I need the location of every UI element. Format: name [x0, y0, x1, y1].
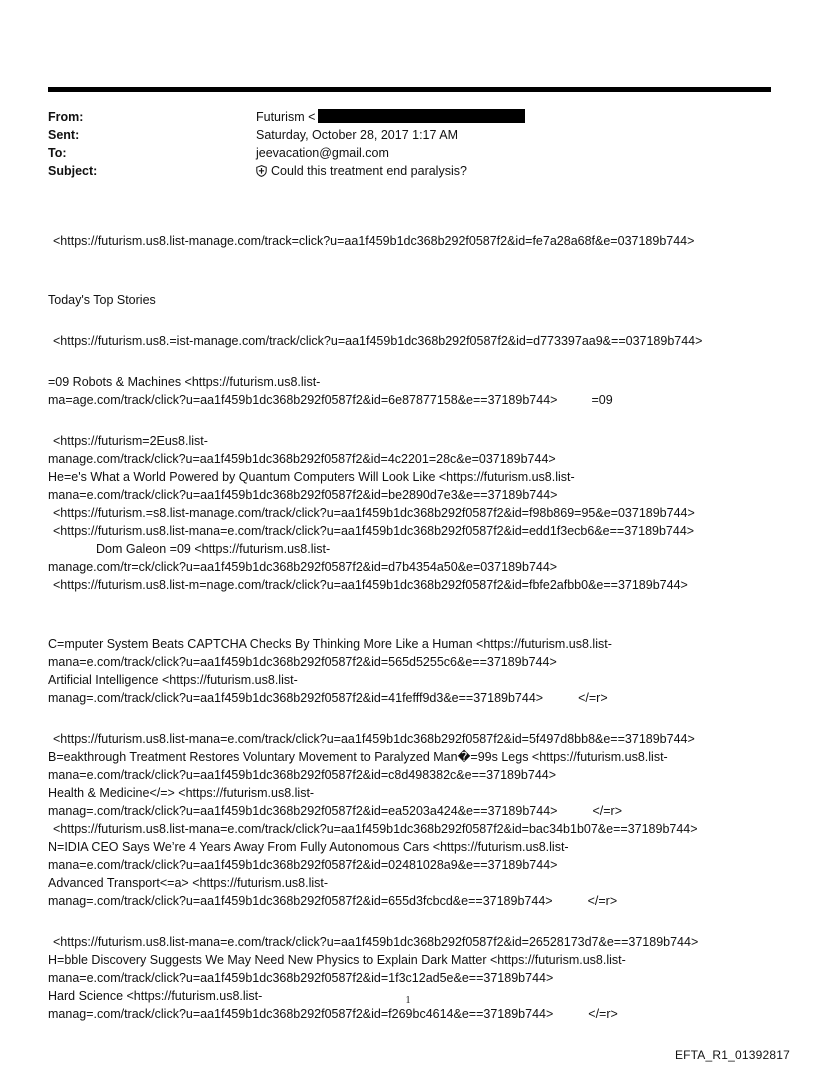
link-line[interactable]: mana=e.com/track/click?u=aa1f459b1dc368b292f0587f2&id=1f3c12ad5e&e==37189b744> — [48, 971, 554, 985]
sent-label: Sent: — [48, 128, 80, 142]
link-line[interactable] — [48, 391, 788, 409]
subject-label: Subject: — [48, 164, 98, 178]
link-text[interactable]: manag=.com/track/click?u=aa1f459b1dc368b292f0587f2&id=ea5203a424&e==37189b744> — [48, 804, 558, 818]
category-line[interactable]: Artificial Intelligence <https://futurism.us8.list- — [48, 673, 298, 687]
story-headline[interactable]: C=mputer System Beats CAPTCHA Checks By Thinking More Like a Human <https://futurism.us8.list- — [48, 637, 612, 651]
to-value: jeevacation@gmail.com — [256, 146, 389, 160]
email-header — [48, 108, 768, 180]
to-label: To: — [48, 146, 67, 160]
category-line[interactable]: Advanced Transport<=a> <https://futurism.us8.list- — [48, 876, 329, 890]
section-title: Today's Top Stories — [48, 293, 156, 307]
line-tail: </=r> — [588, 1007, 618, 1021]
link-line[interactable]: mana=e.com/track/click?u=aa1f459b1dc368b292f0587f2&id=565d5255c6&e==37189b744> — [48, 655, 557, 669]
subject-row — [48, 162, 768, 180]
link-line[interactable]: mana=e.com/track/click?u=aa1f459b1dc368b292f0587f2&id=02481028a9&e==37189b744> — [48, 858, 558, 872]
link-line[interactable]: <https://futurism.us8.list-manage.com/track=click?u=aa1f459b1dc368b292f0587f2&id=fe7a28a68f&e=037189b744> — [53, 234, 695, 248]
story-headline[interactable]: N=IDIA CEO Says We’re 4 Years Away From Fully Autonomous Cars <https://futurism.us8.list- — [48, 840, 569, 854]
from-label: From: — [48, 110, 84, 124]
line-tail: </=r> — [578, 691, 608, 705]
line-tail: </=r> — [592, 804, 622, 818]
line-tail: </=r> — [587, 894, 618, 908]
link-line[interactable]: manage.com/track/click?u=aa1f459b1dc368b292f0587f2&id=4c2201=28c&e=037189b744> — [48, 452, 556, 466]
from-sender: Futurism < — [256, 110, 316, 124]
link-text[interactable]: manag=.com/track/click?u=aa1f459b1dc368b292f0587f2&id=41fefff9d3&e==37189b744> — [48, 691, 544, 705]
category-line[interactable]: Health & Medicine</=> <https://futurism.us8.list- — [48, 786, 315, 800]
shield-icon — [256, 165, 267, 177]
subject-text: Could this treatment end paralysis? — [271, 164, 467, 178]
header-divider — [48, 87, 771, 92]
link-line[interactable]: <https://futurism.us8.list-mana=e.com/track/click?u=aa1f459b1dc368b292f0587f2&id=5f497d8bb8&e==37189b744> — [53, 732, 695, 746]
sent-value: Saturday, October 28, 2017 1:17 AM — [256, 128, 458, 142]
link-line[interactable] — [48, 802, 788, 820]
story-headline[interactable]: He=e's What a World Powered by Quantum Computers Will Look Like <https://futurism.us8.list- — [48, 470, 575, 484]
link-line[interactable] — [48, 892, 788, 910]
category-line[interactable]: Hard Science <https://futurism.us8.list- — [48, 989, 263, 1003]
page-number: 1 — [405, 995, 411, 1006]
link-line[interactable]: mana=e.com/track/click?u=aa1f459b1dc368b292f0587f2&id=c8d498382c&e==37189b744> — [48, 768, 557, 782]
story-headline[interactable]: B=eakthrough Treatment Restores Voluntary Movement to Paralyzed Man�=99s Legs <https://futurism.us8.list- — [48, 750, 668, 764]
subject-value — [256, 162, 768, 180]
link-line[interactable]: <https://futurism.us8.list-mana=e.com/track/click?u=aa1f459b1dc368b292f0587f2&id=edd1f3ecb6&e==37189b744> — [53, 524, 695, 538]
email-body — [48, 232, 788, 1023]
link-line[interactable] — [48, 1005, 788, 1023]
link-line[interactable]: manage.com/tr=ck/click?u=aa1f459b1dc368b292f0587f2&id=d7b4354a50&e=037189b744> — [48, 560, 558, 574]
story-headline[interactable]: H=bble Discovery Suggests We May Need New Physics to Explain Dark Matter <https://futurism.us8.list- — [48, 953, 626, 967]
document-id: EFTA_R1_01392817 — [674, 1048, 790, 1062]
link-line[interactable]: <https://futurism=2Eus8.list- — [53, 434, 208, 448]
from-row — [48, 108, 768, 126]
sent-row — [48, 126, 768, 144]
link-line[interactable]: <https://futurism.us8.list-mana=e.com/track/click?u=aa1f459b1dc368b292f0587f2&id=26528173d7&e==37189b744> — [53, 935, 699, 949]
link-text[interactable]: manag=.com/track/click?u=aa1f459b1dc368b292f0587f2&id=655d3fcbcd&e==37189b744> — [48, 894, 553, 908]
link-line[interactable]: <https://futurism.=s8.list-manage.com/track/click?u=aa1f459b1dc368b292f0587f2&id=f98b869=95&e=037189b744> — [53, 506, 695, 520]
link-line[interactable]: <https://futurism.us8.list-mana=e.com/track/click?u=aa1f459b1dc368b292f0587f2&id=bac34b1b07&e==37189b744> — [53, 822, 698, 836]
author-line[interactable]: Dom Galeon =09 <https://futurism.us8.list- — [96, 542, 331, 556]
link-line[interactable] — [48, 689, 788, 707]
link-line[interactable]: mana=e.com/track/click?u=aa1f459b1dc368b292f0587f2&id=be2890d7e3&e==37189b744> — [48, 488, 558, 502]
line-tail: =09 — [591, 393, 613, 407]
link-line[interactable]: <https://futurism.us8.=ist-manage.com/track/click?u=aa1f459b1dc368b292f0587f2&id=d773397aa9&==037189b744> — [53, 334, 703, 348]
from-value — [256, 108, 768, 126]
to-row — [48, 144, 768, 162]
link-line[interactable]: <https://futurism.us8.list-m=nage.com/track/click?u=aa1f459b1dc368b292f0587f2&id=fbfe2afbb0&e==37189b744> — [53, 578, 688, 592]
link-text[interactable]: manag=.com/track/click?u=aa1f459b1dc368b292f0587f2&id=f269bc4614&e==37189b744> — [48, 1007, 554, 1021]
link-text[interactable]: ma=age.com/track/click?u=aa1f459b1dc368b292f0587f2&id=6e87877158&e==37189b744> — [48, 393, 558, 407]
redaction-bar — [318, 109, 525, 123]
category-line[interactable]: =09 Robots & Machines <https://futurism.us8.list- — [48, 375, 321, 389]
